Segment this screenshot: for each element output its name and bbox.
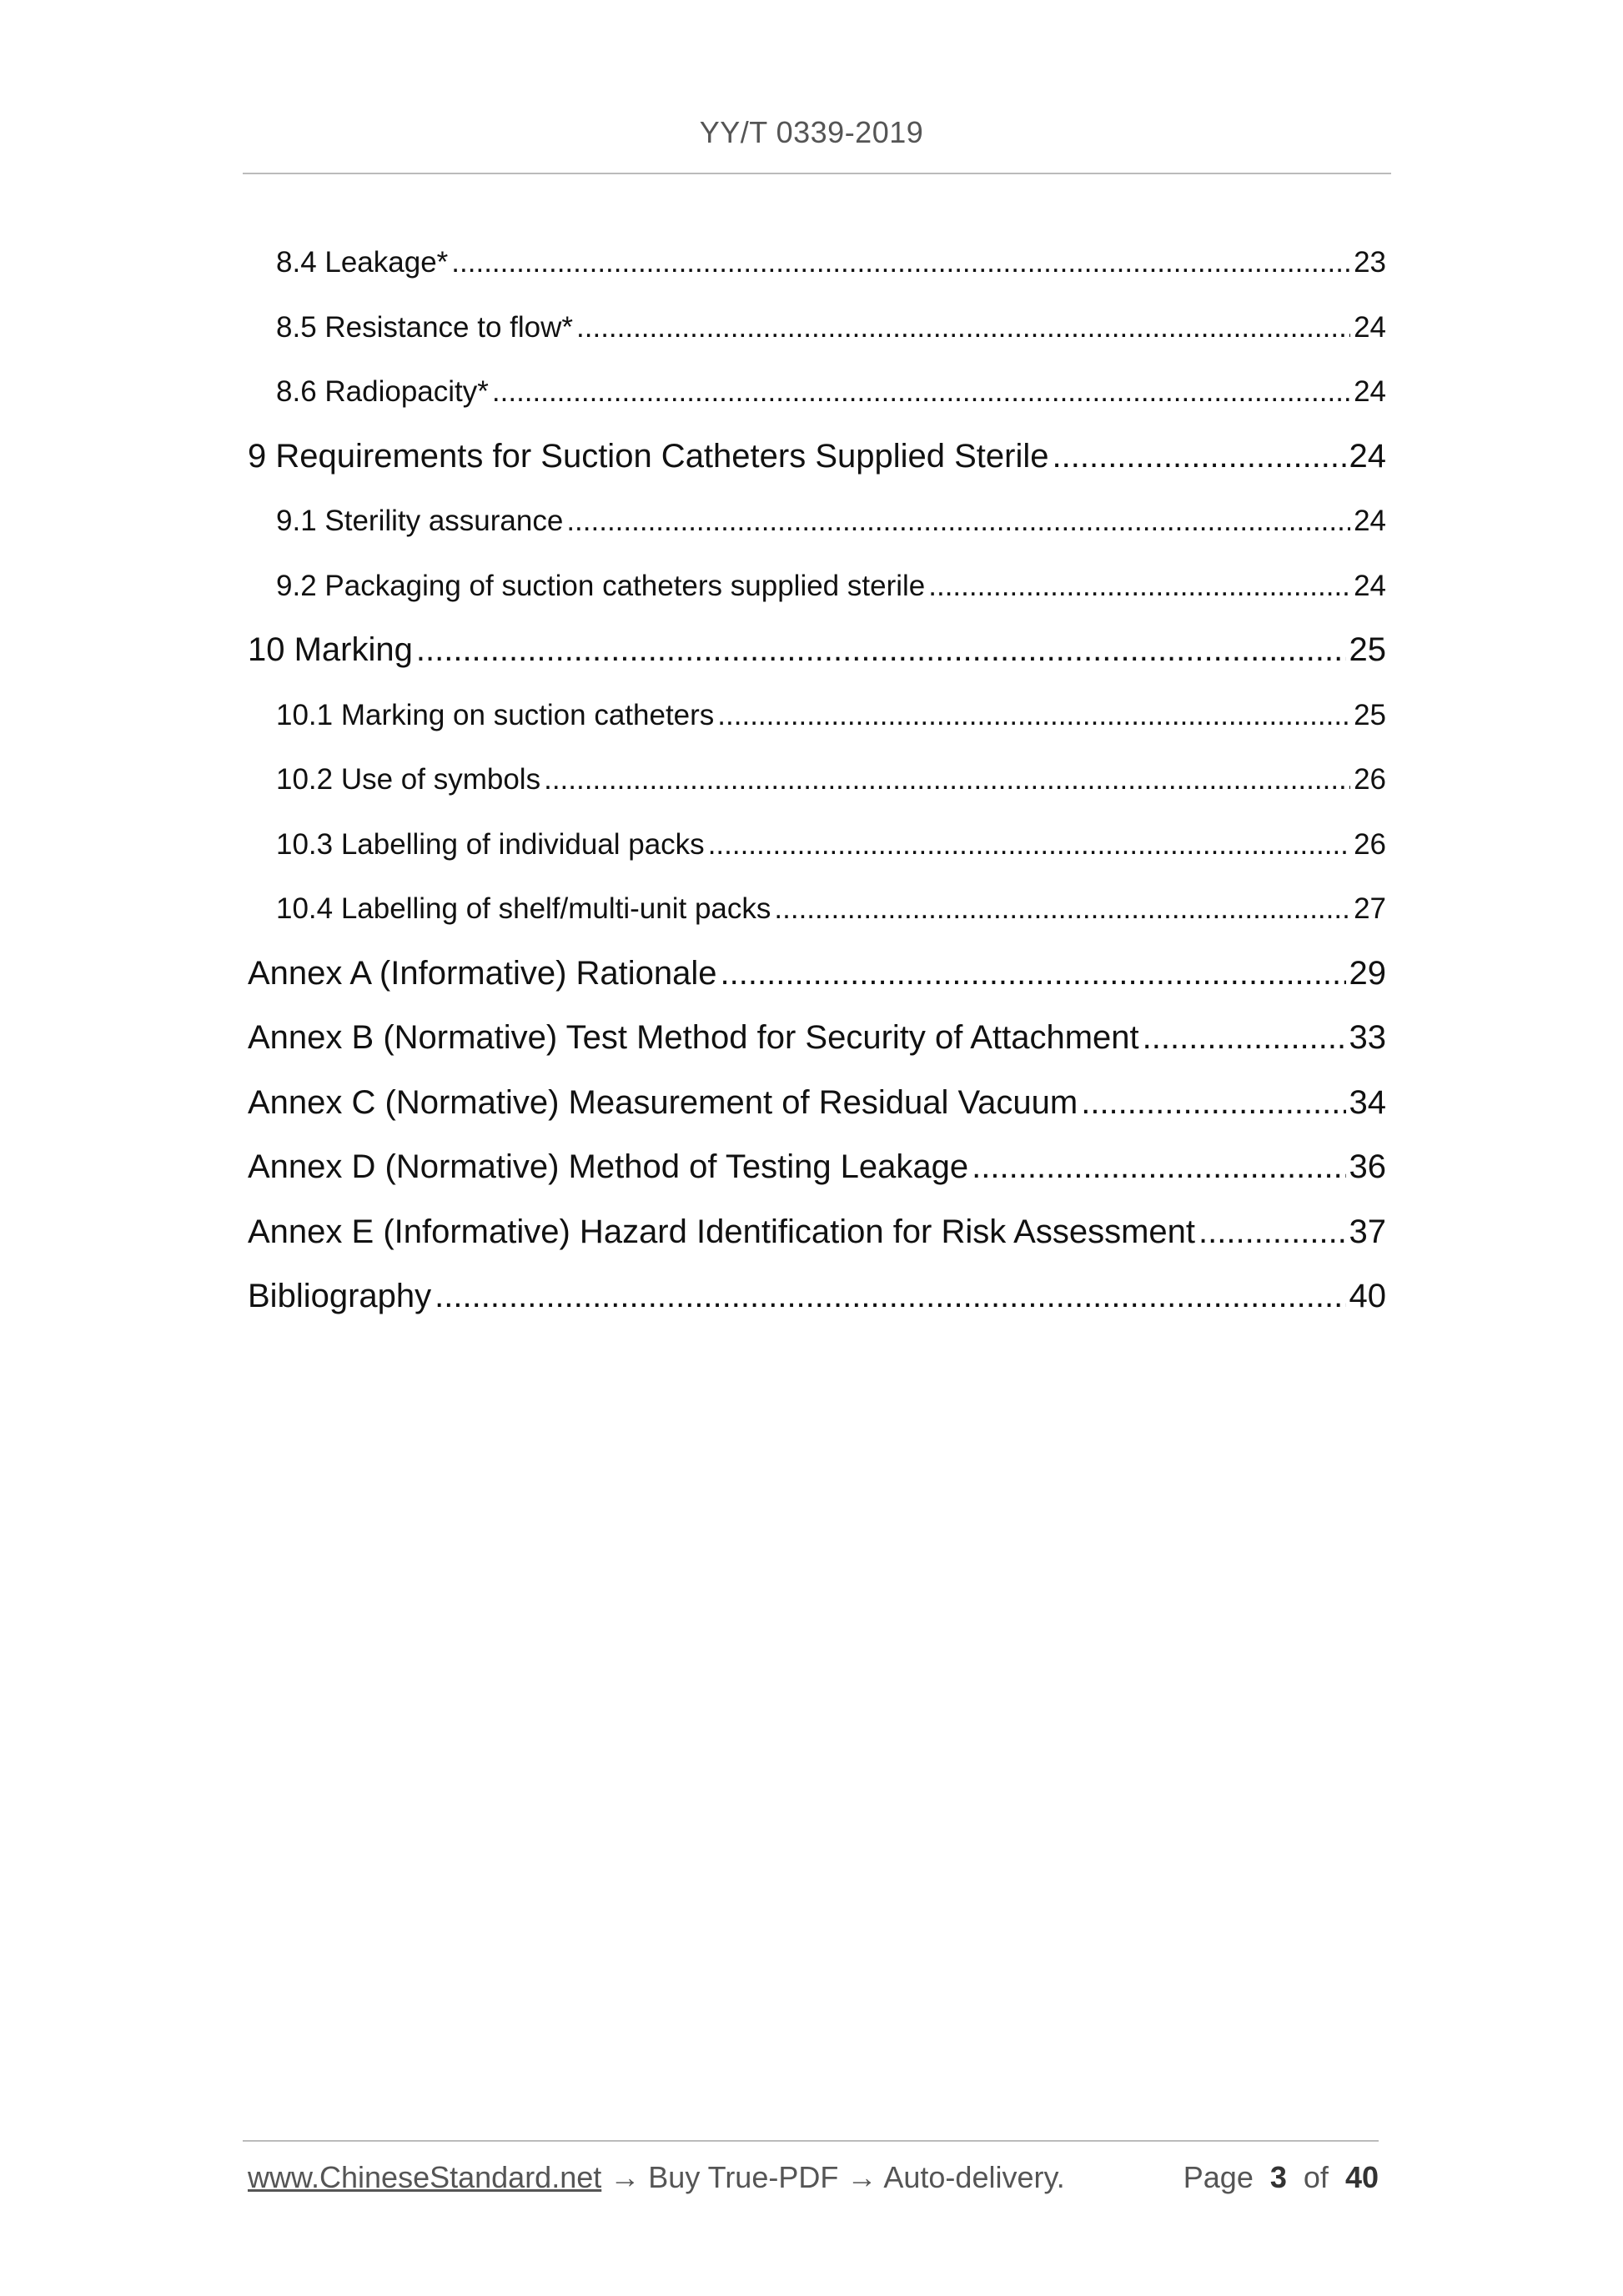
arrow-right-icon: → <box>847 2160 877 2194</box>
toc-entry-label: Annex D (Normative) Method of Testing Leakage <box>248 1148 969 1185</box>
page-word: Page <box>1183 2160 1254 2194</box>
toc-entry[interactable] <box>248 877 1386 942</box>
toc-dot-leader <box>435 1264 1345 1329</box>
toc-entry-label: 10.1 Marking on suction catheters <box>276 698 715 731</box>
toc-entry-label: 10.4 Labelling of shelf/multi-unit packs <box>276 892 771 925</box>
current-page-number: 3 <box>1269 2160 1287 2194</box>
toc-dot-leader <box>972 1135 1345 1200</box>
document-code-header: YY/T 0339-2019 <box>699 115 924 149</box>
of-word: of <box>1303 2160 1329 2194</box>
toc-entry[interactable] <box>248 230 1386 295</box>
toc-entry[interactable] <box>248 1135 1386 1200</box>
site-link[interactable]: www.ChineseStandard.net <box>248 2160 602 2194</box>
toc-dot-leader <box>708 812 1350 877</box>
toc-entry-label: 10.3 Labelling of individual packs <box>276 827 705 861</box>
toc-entry-label: Bibliography <box>248 1278 432 1314</box>
toc-entry-label: 8.4 Leakage* <box>276 246 449 279</box>
toc-dot-leader <box>544 747 1350 812</box>
toc-entry-label: 9.1 Sterility assurance <box>276 505 564 537</box>
toc-dot-leader <box>492 359 1350 425</box>
toc-entry[interactable] <box>248 295 1386 360</box>
toc-entry-page: 40 <box>1349 1278 1386 1314</box>
toc-entry[interactable] <box>248 747 1386 812</box>
toc-entry[interactable] <box>248 1071 1386 1136</box>
toc-dot-leader <box>1143 1006 1346 1071</box>
toc-dot-leader <box>774 877 1350 942</box>
toc-entry[interactable] <box>248 618 1386 683</box>
toc-dot-leader <box>576 295 1350 360</box>
table-of-contents <box>248 230 1386 1329</box>
toc-entry-page: 24 <box>1354 569 1386 602</box>
toc-entry[interactable] <box>248 942 1386 1007</box>
toc-dot-leader <box>1198 1200 1345 1265</box>
toc-entry-label: Annex E (Informative) Hazard Identification for Risk Assessment <box>248 1213 1196 1250</box>
toc-entry-label: 10 Marking <box>248 631 413 668</box>
footer-divider <box>243 2140 1379 2142</box>
toc-entry-page: 23 <box>1354 246 1386 279</box>
toc-entry[interactable] <box>248 359 1386 425</box>
toc-entry-page: 24 <box>1354 375 1386 408</box>
toc-entry-page: 34 <box>1349 1083 1386 1121</box>
toc-entry[interactable] <box>248 812 1386 877</box>
toc-entry[interactable] <box>248 554 1386 619</box>
header-divider <box>243 173 1391 174</box>
toc-dot-leader <box>717 683 1350 748</box>
toc-entry-label: 9 Requirements for Suction Catheters Supplied Sterile <box>248 437 1049 475</box>
toc-entry-page: 36 <box>1349 1148 1386 1185</box>
toc-dot-leader <box>451 230 1350 295</box>
toc-dot-leader <box>566 489 1350 554</box>
toc-entry-page: 37 <box>1349 1213 1386 1250</box>
footer-promo <box>248 2160 1065 2195</box>
toc-entry[interactable] <box>248 489 1386 554</box>
buy-text: Buy True-PDF <box>648 2160 839 2194</box>
toc-dot-leader <box>1081 1071 1345 1136</box>
toc-entry-label: 9.2 Packaging of suction catheters supplied sterile <box>276 569 926 602</box>
toc-entry-label: Annex A (Informative) Rationale <box>248 954 717 992</box>
toc-entry-page: 26 <box>1354 763 1386 796</box>
total-pages-number: 40 <box>1344 2160 1379 2194</box>
toc-entry-label: 8.5 Resistance to flow* <box>276 310 574 344</box>
toc-entry-page: 29 <box>1349 954 1386 992</box>
toc-dot-leader <box>416 618 1346 683</box>
toc-entry[interactable] <box>248 683 1386 748</box>
toc-entry-page: 27 <box>1354 892 1386 925</box>
toc-entry[interactable] <box>248 1006 1386 1071</box>
toc-entry-page: 33 <box>1349 1019 1386 1056</box>
page-indicator <box>1183 2160 1379 2195</box>
toc-entry-page: 24 <box>1354 505 1386 537</box>
toc-entry-page: 25 <box>1354 698 1386 731</box>
toc-entry-label: 10.2 Use of symbols <box>276 763 541 796</box>
toc-entry-label: Annex B (Normative) Test Method for Security of Attachment <box>248 1019 1139 1056</box>
toc-entry[interactable] <box>248 425 1386 490</box>
toc-entry-page: 24 <box>1354 310 1386 344</box>
toc-dot-leader <box>721 942 1346 1007</box>
toc-entry-page: 24 <box>1349 437 1386 475</box>
toc-entry[interactable] <box>248 1264 1386 1329</box>
toc-entry-page: 26 <box>1354 827 1386 861</box>
toc-entry-page: 25 <box>1349 631 1386 668</box>
page-footer <box>248 2160 1379 2202</box>
toc-entry-label: Annex C (Normative) Measurement of Residual Vacuum <box>248 1083 1078 1121</box>
toc-dot-leader <box>928 554 1350 619</box>
arrow-right-icon: → <box>610 2160 641 2194</box>
delivery-text: Auto-delivery. <box>883 2160 1065 2194</box>
toc-entry[interactable] <box>248 1200 1386 1265</box>
toc-entry-label: 8.6 Radiopacity* <box>276 375 489 408</box>
toc-dot-leader <box>1053 425 1346 490</box>
